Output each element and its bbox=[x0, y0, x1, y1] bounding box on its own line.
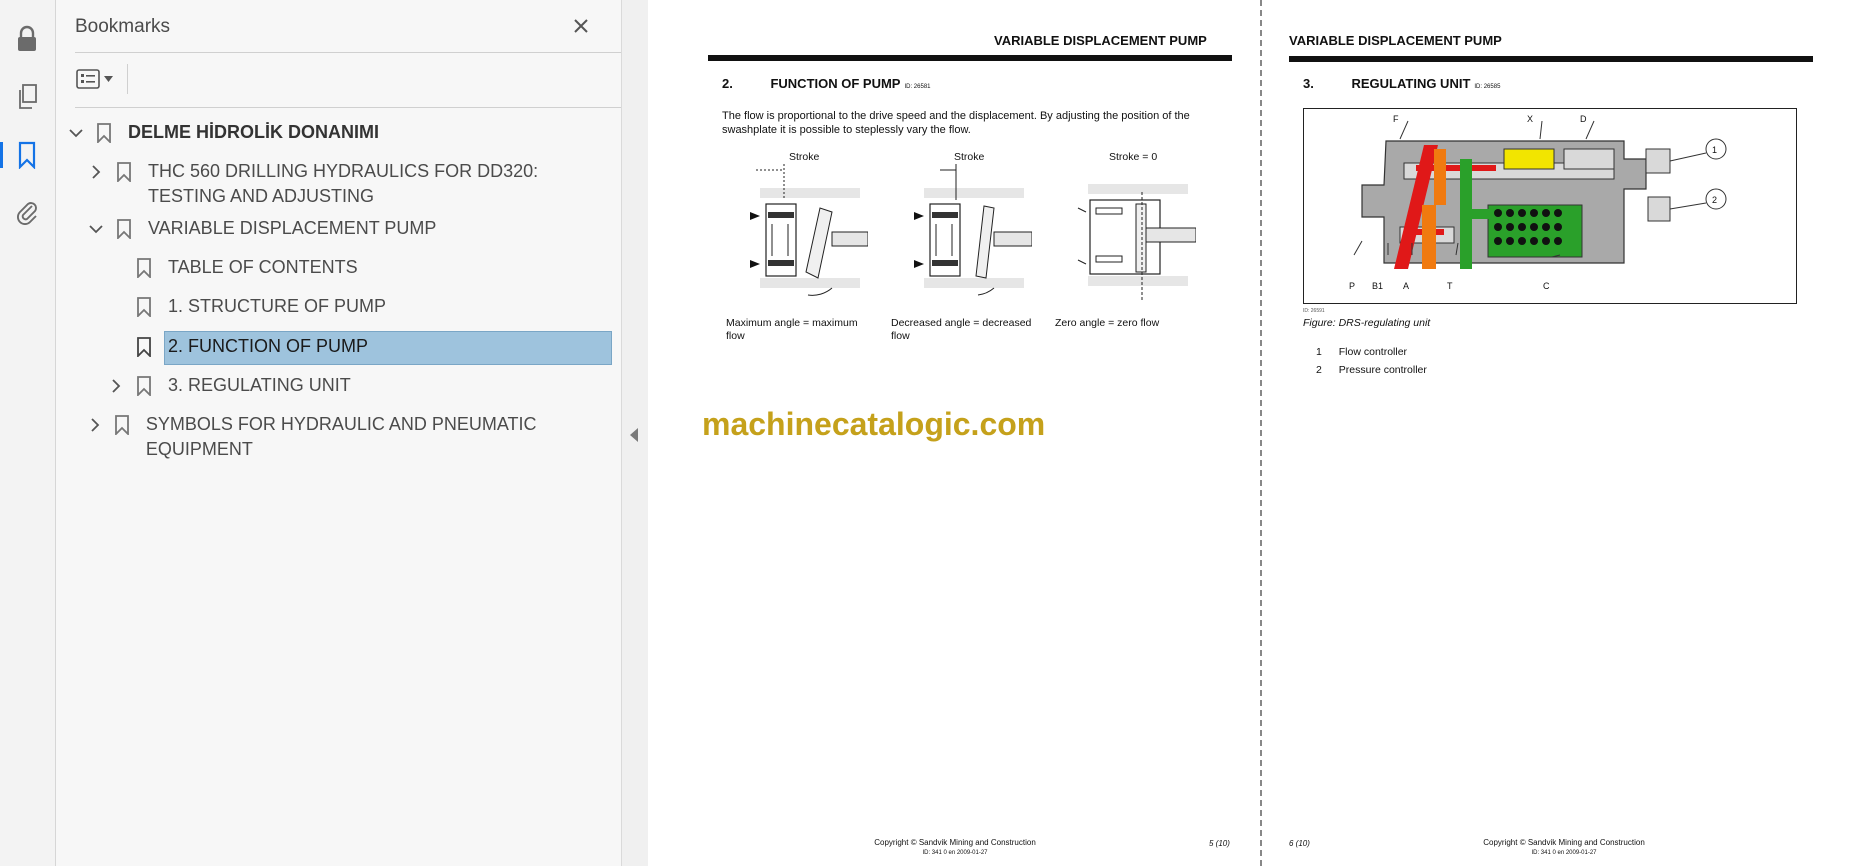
legend-number: 2 bbox=[1316, 364, 1322, 376]
page-footer bbox=[1469, 838, 1659, 858]
bookmark-icon bbox=[134, 294, 154, 319]
bookmark-label: SYMBOLS FOR HYDRAULIC AND PNEUMATIC EQUIPMENT bbox=[145, 414, 537, 459]
caret-down-icon bbox=[104, 76, 113, 82]
header-rule bbox=[1289, 56, 1813, 62]
figure-label: 1 bbox=[1712, 145, 1718, 155]
section-id: ID: 26585 bbox=[1474, 84, 1501, 90]
section-number: 2. bbox=[722, 76, 733, 91]
diagram-label: Stroke bbox=[954, 151, 985, 163]
bookmark-icon bbox=[113, 412, 132, 437]
bookmark-icon bbox=[134, 334, 154, 359]
legend-text: Flow controller bbox=[1338, 346, 1408, 358]
chevron-down-icon[interactable] bbox=[66, 120, 86, 145]
bookmark-item-symbols[interactable] bbox=[86, 412, 621, 462]
footer-copyright: Copyright © Sandvik Mining and Construction bbox=[1483, 838, 1645, 847]
bookmark-item-root[interactable] bbox=[66, 120, 379, 145]
divider bbox=[127, 64, 128, 94]
chevron-right-icon[interactable] bbox=[106, 373, 126, 398]
list-options-icon bbox=[76, 69, 100, 89]
panel-splitter[interactable] bbox=[621, 0, 649, 866]
footer-id: ID: 341 0 en 2009-01-27 bbox=[1531, 850, 1597, 856]
bookmark-icon bbox=[114, 216, 134, 241]
regulating-unit-figure bbox=[1304, 109, 1796, 303]
watermark: machinecatalogic.com bbox=[702, 406, 1046, 442]
pages-icon[interactable] bbox=[10, 80, 44, 114]
diagram-caption: Zero angle = zero flow bbox=[1055, 317, 1160, 329]
figure-id: ID: 26591 bbox=[1303, 308, 1325, 314]
bookmark-item-thc560[interactable] bbox=[86, 159, 646, 209]
diagram-label: Stroke = 0 bbox=[1109, 151, 1158, 163]
collapse-arrow-icon[interactable] bbox=[630, 428, 638, 442]
bookmark-icon bbox=[114, 159, 134, 184]
legend-item-2 bbox=[1316, 364, 1427, 377]
bookmark-label: 3. REGULATING UNIT bbox=[168, 375, 351, 395]
page-number: 6 (10) bbox=[1289, 839, 1310, 848]
diagram-label: Stroke bbox=[789, 151, 820, 163]
pump-diagram-max bbox=[748, 160, 868, 310]
bookmark-icon bbox=[94, 120, 114, 145]
bookmark-item-structure[interactable] bbox=[134, 294, 386, 319]
diagram-caption: Decreased angle = decreased flow bbox=[891, 317, 1032, 342]
legend-number: 1 bbox=[1316, 346, 1322, 358]
diagram-caption: Maximum angle = maximum flow bbox=[726, 317, 858, 342]
page-header: VARIABLE DISPLACEMENT PUMP bbox=[994, 33, 1207, 48]
bookmark-icon bbox=[134, 373, 154, 398]
bookmark-label: THC 560 DRILLING HYDRAULICS FOR DD320: TESTING AND ADJUSTING bbox=[148, 161, 539, 206]
bookmark-label: 2. FUNCTION OF PUMP bbox=[168, 336, 369, 356]
bookmark-label: 1. STRUCTURE OF PUMP bbox=[168, 296, 387, 316]
figure-label: A bbox=[1403, 281, 1410, 291]
options-button[interactable] bbox=[76, 64, 122, 94]
page-footer bbox=[860, 838, 1050, 858]
figure-label: F bbox=[1393, 114, 1399, 124]
figure-label: B1 bbox=[1372, 281, 1384, 291]
section-heading bbox=[1303, 76, 1500, 91]
footer-id: ID: 341 0 en 2009-01-27 bbox=[922, 850, 988, 856]
bookmark-icon bbox=[134, 255, 154, 280]
footer-copyright: Copyright © Sandvik Mining and Construction bbox=[874, 838, 1036, 847]
figure-label: C bbox=[1543, 281, 1550, 291]
chevron-right-icon[interactable] bbox=[86, 412, 105, 437]
lock-icon[interactable] bbox=[10, 22, 44, 56]
figure-caption: Figure: DRS-regulating unit bbox=[1303, 317, 1431, 329]
bookmarks-panel bbox=[56, 0, 621, 866]
bookmark-label: VARIABLE DISPLACEMENT PUMP bbox=[148, 218, 437, 238]
section-title: REGULATING UNIT bbox=[1351, 76, 1471, 91]
section-heading bbox=[722, 76, 931, 91]
page-header: VARIABLE DISPLACEMENT PUMP bbox=[1289, 33, 1502, 48]
bookmark-item-regulating[interactable] bbox=[106, 373, 351, 398]
attachment-icon[interactable] bbox=[10, 194, 44, 228]
chevron-down-icon[interactable] bbox=[86, 216, 106, 241]
bookmark-label: TABLE OF CONTENTS bbox=[168, 257, 358, 277]
pump-diagram-decreased bbox=[912, 160, 1032, 310]
legend-text: Pressure controller bbox=[1338, 364, 1427, 376]
divider bbox=[75, 107, 623, 108]
figure-label: 2 bbox=[1712, 195, 1718, 205]
bookmark-label: DELME HİDROLİK DONANIMI bbox=[128, 122, 379, 142]
legend-item-1 bbox=[1316, 346, 1407, 359]
close-icon[interactable] bbox=[569, 14, 593, 38]
pump-diagram-zero bbox=[1076, 160, 1196, 310]
divider bbox=[75, 52, 623, 53]
panel-title: Bookmarks bbox=[75, 16, 171, 37]
bookmark-icon[interactable] bbox=[10, 138, 44, 172]
tool-rail bbox=[0, 0, 56, 866]
bookmark-item-variable-pump[interactable] bbox=[86, 216, 436, 241]
page-boundary bbox=[1260, 0, 1262, 866]
section-title: FUNCTION OF PUMP bbox=[770, 76, 901, 91]
figure-label: D bbox=[1580, 114, 1587, 124]
figure-label: X bbox=[1527, 114, 1534, 124]
section-number: 3. bbox=[1303, 76, 1314, 91]
page-number: 5 (10) bbox=[1209, 839, 1230, 848]
section-id: ID: 26581 bbox=[904, 84, 931, 90]
chevron-right-icon[interactable] bbox=[86, 159, 106, 184]
body-paragraph: The flow is proportional to the drive speed and the displacement. By adjusting the position of the swashplate it is possible to steplessly vary the flow. bbox=[722, 110, 1190, 136]
figure-label: P bbox=[1349, 281, 1356, 291]
header-rule bbox=[708, 55, 1232, 61]
figure-label: T bbox=[1447, 281, 1453, 291]
bookmark-item-toc[interactable] bbox=[134, 255, 358, 280]
bookmark-item-function-selected[interactable] bbox=[134, 334, 368, 359]
